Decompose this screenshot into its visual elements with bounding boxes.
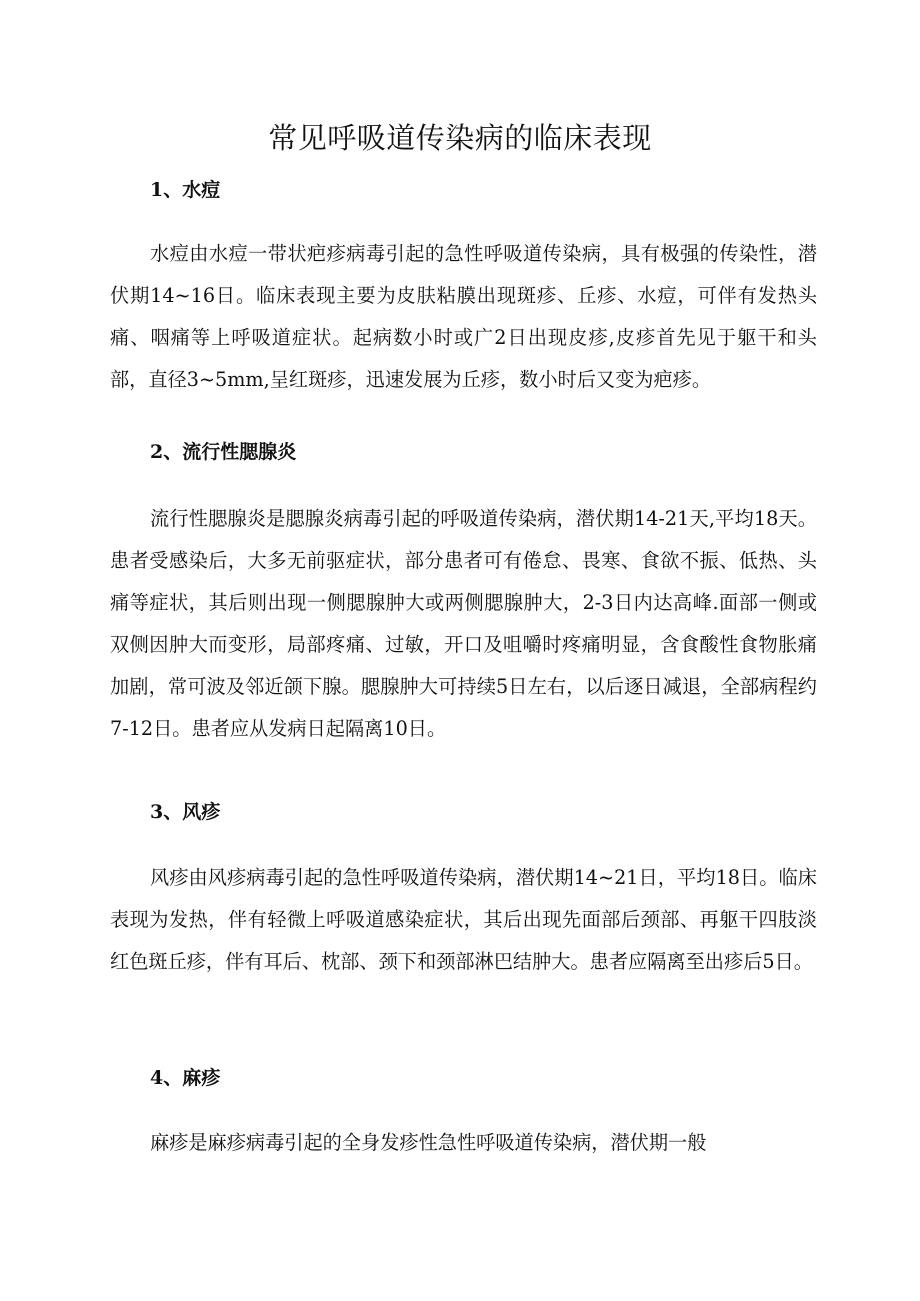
section-paragraph-mumps: 流行性腮腺炎是腮腺炎病毒引起的呼吸道传染病，潜伏期14-21天,平均18天。患者受感染后，大多无前驱症状，部分患者可有倦怠、畏寒、食欲不振、低热、头痛等症状，其后则出现一侧腮腺肿大或两侧腮腺肿大，2-3日内达高峰.面部一侧或双侧因肿大而变形，局部疼痛、过敏，开口及咀嚼时疼痛明显，含食酸性食物胀痛加剧，常可波及邻近颌下腺。腮腺肿大可持续5日左右，以后逐日减退，全部病程约7-12日。患者应从发病日起隔离10日。: [110, 507, 817, 740]
section-paragraph-measles: 麻疹是麻疹病毒引起的全身发疹性急性呼吸道传染病，潜伏期一般: [150, 1131, 707, 1154]
section-heading-measles: 4、麻疹: [150, 1067, 221, 1089]
section-heading-chickenpox: 1、水痘: [150, 179, 221, 201]
page-title: 常见呼吸道传染病的临床表现: [268, 121, 652, 155]
section-heading-rubella: 3、风疹: [150, 801, 221, 823]
section-paragraph-rubella: 风疹由风疹病毒引起的急性呼吸道传染病，潜伏期14~21日，平均18日。临床表现为发热，伴有轻微上呼吸道感染症状，其后出现先面部后颈部、再躯干四肢淡红色斑丘疹，伴有耳后、枕部、颈下和颈部淋巴结肿大。患者应隔离至出疹后5日。: [110, 866, 817, 973]
section-paragraph-chickenpox: 水痘由水痘一带状疤疹病毒引起的急性呼吸道传染病，具有极强的传染性，潜伏期14~16日。临床表现主要为皮肤粘膜出现斑疹、丘疹、水痘，可伴有发热头痛、咽痛等上呼吸道症状。起病数小时或广2日出现皮疹,皮疹首先见于躯干和头部，直径3~5mm,呈红斑疹，迅速发展为丘疹，数小时后又变为疤疹。: [110, 242, 817, 391]
section-heading-mumps: 2、流行性腮腺炎: [150, 441, 297, 463]
